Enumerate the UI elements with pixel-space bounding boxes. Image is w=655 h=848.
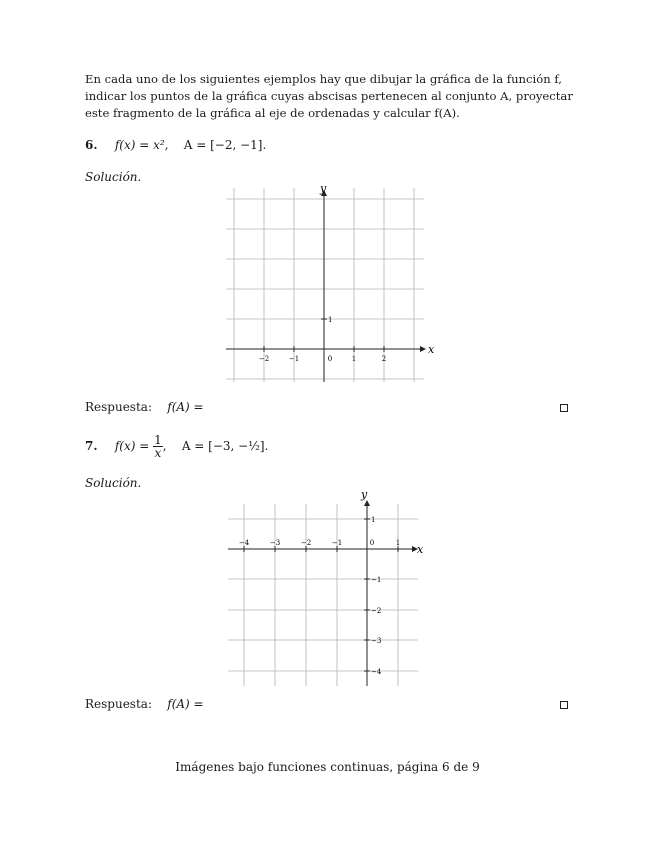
x-tick-label: −4 xyxy=(238,539,250,547)
x-axis-arrow xyxy=(420,346,426,352)
x-tick-label: 1 xyxy=(351,355,357,363)
grid xyxy=(226,188,424,382)
y-axis-label: y xyxy=(361,488,368,501)
x-tick-label: −1 xyxy=(331,539,343,547)
exercise-7-answer xyxy=(85,697,204,711)
origin-label: 0 xyxy=(369,539,375,547)
exercise-7-solution-label: Solución. xyxy=(85,476,142,490)
exercise-6-solution-label: Solución. xyxy=(85,170,142,184)
answer-expression: f(A) = xyxy=(167,697,204,711)
answer-label: Respuesta: xyxy=(85,400,152,414)
exercise-7-graph xyxy=(220,486,435,690)
x-tick-label: −2 xyxy=(300,539,312,547)
x-axis-label: x xyxy=(428,343,435,356)
x-tick-label: −1 xyxy=(288,355,300,363)
qed-square xyxy=(560,701,568,709)
function-fraction xyxy=(153,434,163,459)
x-tick-label: −3 xyxy=(269,539,281,547)
qed-square xyxy=(560,404,568,412)
y-tick-label: 1 xyxy=(371,516,376,524)
exercise-function: f(x) = x², xyxy=(114,138,169,152)
answer-expression: f(A) = xyxy=(167,400,204,414)
exercise-6-answer xyxy=(85,400,204,414)
x-tick-label: 2 xyxy=(381,355,387,363)
x-tick-label: −2 xyxy=(258,355,270,363)
y-tick-label: −1 xyxy=(371,576,382,584)
fraction-denominator: x xyxy=(154,446,162,460)
exercise-6-statement xyxy=(85,138,266,152)
page-footer: Imágenes bajo funciones continuas, página 6 de 9 xyxy=(175,760,480,774)
y-tick-label: −2 xyxy=(371,607,382,615)
y-axis-label: y xyxy=(320,182,327,195)
exercise-function-lhs: f(x) = xyxy=(114,439,150,453)
intro-paragraph: En cada uno de los siguientes ejemplos hay que dibujar la gráfica de la función f, indicar los puntos de la gráfica cuyas abscisas pertenecen al conjunto A, proyectar este fragmento de la gráfica al eje de ordenadas y calcular f(A). xyxy=(85,72,573,120)
exercise-set: A = [−3, −½]. xyxy=(181,439,269,453)
exercise-set: A = [−2, −1]. xyxy=(183,138,267,152)
exercise-6-graph xyxy=(220,180,435,392)
origin-label: 0 xyxy=(327,355,333,363)
exercise-7-statement: 7. f(x) = $\frac{1}{x}$ , A = [−3, −½]. xyxy=(85,433,269,460)
grid xyxy=(228,504,418,686)
y-tick-label: −4 xyxy=(371,668,382,676)
y-tick-label: 1 xyxy=(328,316,333,324)
exercise-number: 6. xyxy=(85,138,98,152)
answer-label: Respuesta: xyxy=(85,697,152,711)
exercise-number: 7. xyxy=(85,439,98,453)
x-tick-label: 1 xyxy=(395,539,401,547)
fraction-numerator: 1 xyxy=(154,433,162,447)
y-tick-label: −3 xyxy=(371,637,382,645)
x-axis-label: x xyxy=(417,543,424,556)
